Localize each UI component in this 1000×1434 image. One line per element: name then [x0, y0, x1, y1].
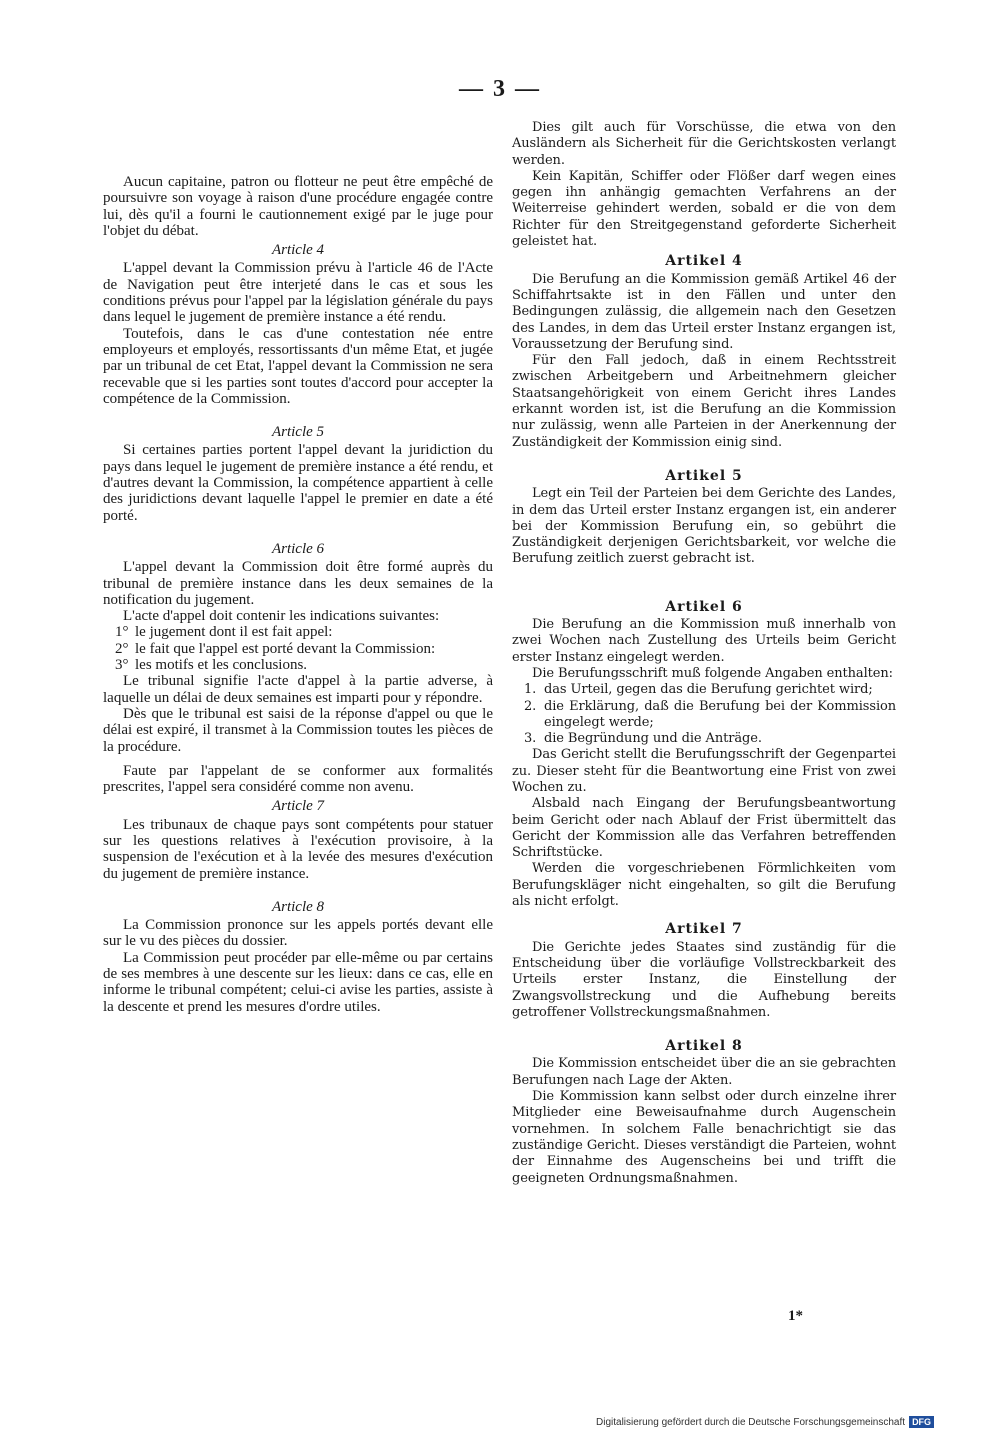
de-item-2-text: die Erklärung, daß die Berufung bei der Kommission eingelegt werde; [544, 698, 896, 730]
de-article-4-paragraph-2: Für den Fall jedoch, daß in einem Rechtsstreit zwischen Arbeitgebern und Arbeitnehmern gleicher Staatsangehörigkeit von einem Gericht ihres Landes erkannt worden ist, ist die Berufung an die Kommission nur zulässig, wenn alle Parteien in der Anerkennung der Zuständigkeit der Kommission einig sind. [512, 353, 896, 450]
de-item-3-number: 3. [524, 731, 537, 747]
de-article-7-heading: Artikel 7 [665, 921, 743, 938]
de-article-4-paragraph-1: Die Berufung an die Kommission gemäß Artikel 46 der Schiffahrtsakte ist in den Fällen und unter den Bedingungen zulässig, die allgemein nach den Gesetzen des Landes, in dem das Urteil erster Instanz ergangen ist, Voraussetzung der Berufung sind. [512, 271, 896, 352]
dfg-logo: DFG [909, 1416, 934, 1428]
fr-item-2-text: le fait que l'appel est porté devant la Commission: [135, 640, 436, 657]
de-item-3-text: die Begründung und die Anträge. [544, 731, 762, 747]
de-article-8-paragraph-1: Die Kommission entscheidet über die an sie gebrachten Berufungen nach Lage der Akten. [512, 1056, 896, 1088]
german-column [512, 120, 896, 1187]
fr-article-6-paragraph-3: Le tribunal signifie l'acte d'appel à la partie adverse, à laquelle un délai de deux semaines est imparti pour y répondre. [103, 673, 493, 706]
de-article-5-heading: Artikel 5 [665, 467, 743, 484]
fr-article-4-paragraph-1: L'appel devant la Commission prévu à l'article 46 de l'Acte de Navigation peut être interjeté dans le cas et sous les conditions prévus pour l'appel par la législation générale du pays dans lequel le jugement de première instance a été rendu. [103, 260, 493, 326]
de-item-1-number: 1. [524, 682, 537, 698]
fr-article-6-item-2 [103, 641, 493, 657]
fr-article-7-heading: Article 7 [271, 798, 325, 815]
de-intro-paragraph-1: Dies gilt auch für Vorschüsse, die etwa von den Ausländern als Sicherheit für die Gerichtskosten verlangt werden. [512, 120, 896, 168]
fr-article-8-heading: Article 8 [271, 898, 325, 915]
fr-article-6-paragraph-2: L'acte d'appel doit contenir les indications suivantes: [123, 608, 440, 625]
de-article-5-paragraph-1: Legt ein Teil der Parteien bei dem Gerichte des Landes, in dem das Urteil erster Instanz ergangen ist, ein anderer bei der Kommission Berufung ein, so gebührt die Zuständigkeit derjenigen Gerichtsbarkeit, vor welche die Berufung zeitlich zuerst gebracht ist. [512, 486, 896, 567]
fr-article-6-item-1 [103, 624, 493, 640]
de-article-6-item-1 [512, 682, 896, 698]
fr-article-6-item-3 [103, 657, 493, 673]
fr-item-1-number: 1° [115, 624, 129, 641]
de-item-1-text: das Urteil, gegen das die Berufung gerichtet wird; [544, 682, 873, 698]
fr-article-4-heading: Article 4 [271, 242, 325, 259]
de-article-6-paragraph-3: Das Gericht stellt die Berufungsschrift der Gegenpartei zu. Dieser steht für die Beantwortung eine Frist von zwei Wochen zu. [512, 747, 896, 795]
fr-article-8-paragraph-2: La Commission peut procéder par elle-même ou par certains de ses membres à une descente sur les lieux: dans ce cas, elle en informe le tribunal compétent; celui-ci avise les parties, assiste à la descente et prend les mesures d'ordre utiles. [103, 949, 493, 1015]
fr-item-3-number: 3° [115, 657, 129, 674]
fr-item-1-text: le jugement dont il est fait appel: [135, 624, 333, 641]
de-article-6-paragraph-4: Alsbald nach Eingang der Berufungsbeantwortung beim Gericht oder nach Ablauf der Frist übermittelt das Gericht der Kommission alle das Verfahren betreffenden Schriftstücke. [512, 796, 896, 861]
de-article-8-heading: Artikel 8 [665, 1038, 743, 1055]
de-article-4-heading: Artikel 4 [665, 253, 743, 270]
de-item-2-number: 2. [524, 698, 537, 714]
french-column [103, 120, 493, 1015]
fr-article-6-paragraph-1: L'appel devant la Commission doit être formé auprès du tribunal de première instance dans les deux semaines de la notification du jugement. [103, 559, 493, 608]
de-intro-paragraph-2: Kein Kapitän, Schiffer oder Flößer darf wegen eines gegen ihn anhängig gemachten Verfahrens an der Weiterreise gehindert werden, sobald er die von dem Richter für den Streitgegenstand geforderte Sicherheit geleistet hat. [512, 168, 896, 250]
fr-article-8-paragraph-1: La Commission prononce sur les appels portés devant elle sur le vu des pièces du dossier. [103, 917, 493, 950]
page-number: — 3 — [459, 76, 541, 102]
de-article-6-paragraph-2: Die Berufungsschrift muß folgende Angaben enthalten: [532, 665, 893, 681]
de-article-7-paragraph-1: Die Gerichte jedes Staates sind zuständig für die Entscheidung über die vorläufige Vollstreckbarkeit des Urteils erster Instanz, die Einstellung der Zwangsvollstreckung und die Aufhebung bereits getroffener Vollstreckungsmaßnahmen. [512, 939, 896, 1020]
de-article-6-item-2 [512, 699, 896, 732]
fr-item-2-number: 2° [115, 640, 129, 657]
fr-article-5-paragraph-1: Si certaines parties portent l'appel devant la juridiction du pays dans lequel le jugement de première instance a été rendu, et d'autres devant la Commission, la compétence appartient à celle des juridictions devant laquelle l'appel le premier en date a été porté. [103, 442, 493, 524]
fr-article-7-paragraph-1: Les tribunaux de chaque pays sont compétents pour statuer sur les questions relatives à l'exécution provisoire, à la suspension de l'exécution et à la levée des mesures d'exécution du jugement de première instance. [103, 816, 493, 882]
footer-text: Digitalisierung gefördert durch die Deutsche Forschungsgemeinschaft [596, 1416, 906, 1428]
fr-article-6-heading: Article 6 [271, 540, 325, 557]
fr-article-5-heading: Article 5 [271, 424, 325, 441]
fr-article-4-paragraph-2: Toutefois, dans le cas d'une contestation née entre employeurs et employés, ressortissants d'un même Etat, et jugée par un tribunal de cet Etat, l'appel devant la Commission ne sera recevable que si les parties sont toutes d'accord pour accepter la compétence de la Commission. [103, 325, 493, 407]
de-article-8-paragraph-2: Die Kommission kann selbst oder durch einzelne ihrer Mitglieder eine Beweisaufnahme durch Augenschein vornehmen. In solchem Falle benachrichtigt sie das zuständige Gericht. Dieses verständigt die Parteien, wohnt der Einnahme des Augenscheins bei und trifft die geeigneten Ordnungsmaßnahmen. [512, 1089, 896, 1186]
fr-item-3-text: les motifs et les conclusions. [135, 657, 308, 674]
footer [596, 1416, 934, 1428]
de-article-6-item-3 [512, 731, 896, 747]
fr-article-6-paragraph-5: Faute par l'appelant de se conformer aux formalités prescrites, l'appel sera considéré comme non avenu. [103, 762, 493, 796]
fr-intro-paragraph: Aucun capitaine, patron ou flotteur ne peut être empêché de poursuivre son voyage à raison d'une procédure engagée contre lui, dès qu'il a fourni le cautionnement exigé par le juge pour l'objet du débat. [103, 174, 493, 239]
sheet-signature-mark: 1* [788, 1308, 803, 1324]
fr-article-6-paragraph-4: Dès que le tribunal est saisi de la réponse d'appel ou que le délai est expiré, il transmet à la Commission toutes les pièces de la procédure. [103, 705, 493, 755]
de-article-6-paragraph-5: Werden die vorgeschriebenen Förmlichkeiten vom Berufungskläger nicht eingehalten, so gilt die Berufung als nicht erfolgt. [512, 861, 896, 910]
de-article-6-heading: Artikel 6 [665, 598, 743, 615]
de-article-6-paragraph-1: Die Berufung an die Kommission muß innerhalb von zwei Wochen nach Zustellung des Urteils beim Gericht erster Instanz eingelegt werden. [512, 617, 896, 665]
